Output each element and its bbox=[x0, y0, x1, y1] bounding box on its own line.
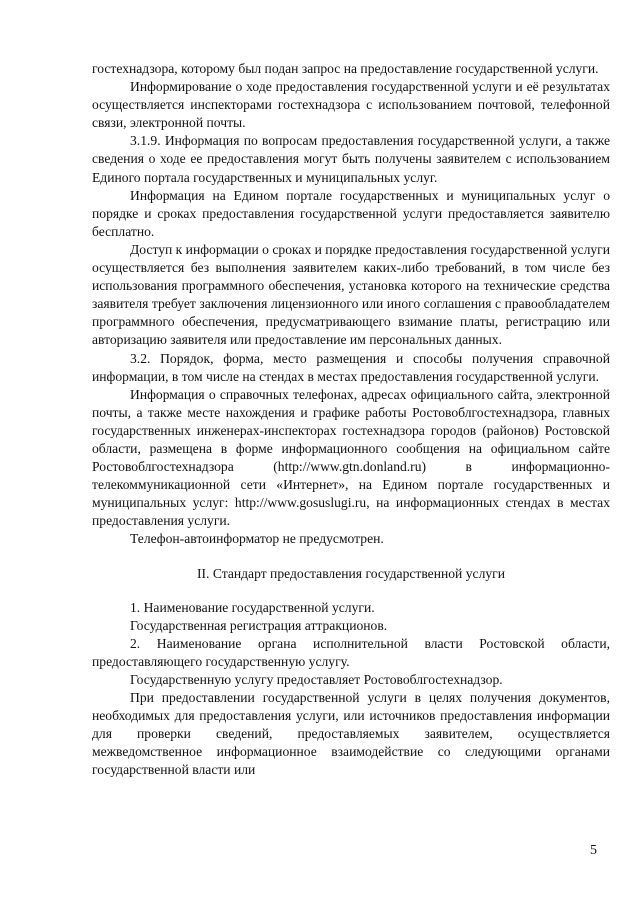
spacer bbox=[92, 549, 610, 565]
document-page bbox=[92, 60, 610, 780]
section-heading: II. Стандарт предоставления государственной услуги bbox=[196, 565, 505, 581]
page-number: 5 bbox=[590, 843, 597, 858]
paragraph: 3.2. Порядок, форма, место размещения и способы получения справочной информации, в том числе на стендах в местах предоставления государственной услуги. bbox=[92, 350, 610, 384]
paragraph: 1. Наименование государственной услуги. bbox=[130, 599, 375, 615]
paragraph: Информация на Едином портале государственных и муниципальных услуг о порядке и сроках предоставления государственной услуги предоставляется заявителю бесплатно. bbox=[92, 187, 610, 239]
paragraph: Государственную услугу предоставляет Ростовоблгостехнадзор. bbox=[130, 672, 503, 687]
spacer bbox=[92, 583, 610, 599]
paragraph: При предоставлении государственной услуги в целях получения документов, необходимых для предоставления услуги, или источников предоставления информации для проверки сведений, предоставляемых заявителем, осуществляется межведомственное информационное взаимодействие со следующими органами государственной власти или bbox=[92, 690, 610, 778]
paragraph: Информирование о ходе предоставления государственной услуги и её результатах осуществляется инспекторами гостехнадзора с использованием почтовой, телефонной связи, электронной почты. bbox=[92, 79, 610, 131]
paragraph: 2. Наименование органа исполнительной власти Ростовской области, предоставляющего государственную услугу. bbox=[92, 635, 610, 669]
paragraph: Доступ к информации о сроках и порядке предоставления государственной услуги осуществляется без выполнения заявителем каких-либо требований, в том числе без использования программного обеспечения, установка которого на технические средства заявителя требует заключения лицензионного или иного соглашения с правообладателем программного обеспечения, предусматривающего взимание платы, регистрацию или авторизацию заявителя или предоставление им персональных данных. bbox=[92, 241, 610, 348]
paragraph: Информация о справочных телефонах, адресах официального сайта, электронной почты, а также месте нахождения и графике работы Ростовоблгостехнадзора, главных государственных инженерах-инспекторах гостехнадзора городов (районов) Ростовской области, размещена в форме информационного сообщения на официальном сайте Ростовоблгостехнадзора (http://www.gtn.donland.ru) в информационно-телекоммуникационной сети «Интернет», на Едином портале государственных и муниципальных услуг: http://www.gosuslugi.ru, на информационных стендах в местах предоставления услуги. bbox=[92, 386, 610, 529]
paragraph: Телефон-автоинформатор не предусмотрен. bbox=[130, 531, 384, 547]
paragraph: гостехнадзора, которому был подан запрос на предоставление государственной услуги. bbox=[92, 61, 599, 76]
paragraph: 3.1.9. Информация по вопросам предоставления государственной услуги, а также сведения о ходе ее предоставления могут быть получены заявителем с использованием Единого портала государственных и муниципальных услуг. bbox=[92, 133, 610, 185]
paragraph: Государственная регистрация аттракционов. bbox=[130, 617, 388, 633]
